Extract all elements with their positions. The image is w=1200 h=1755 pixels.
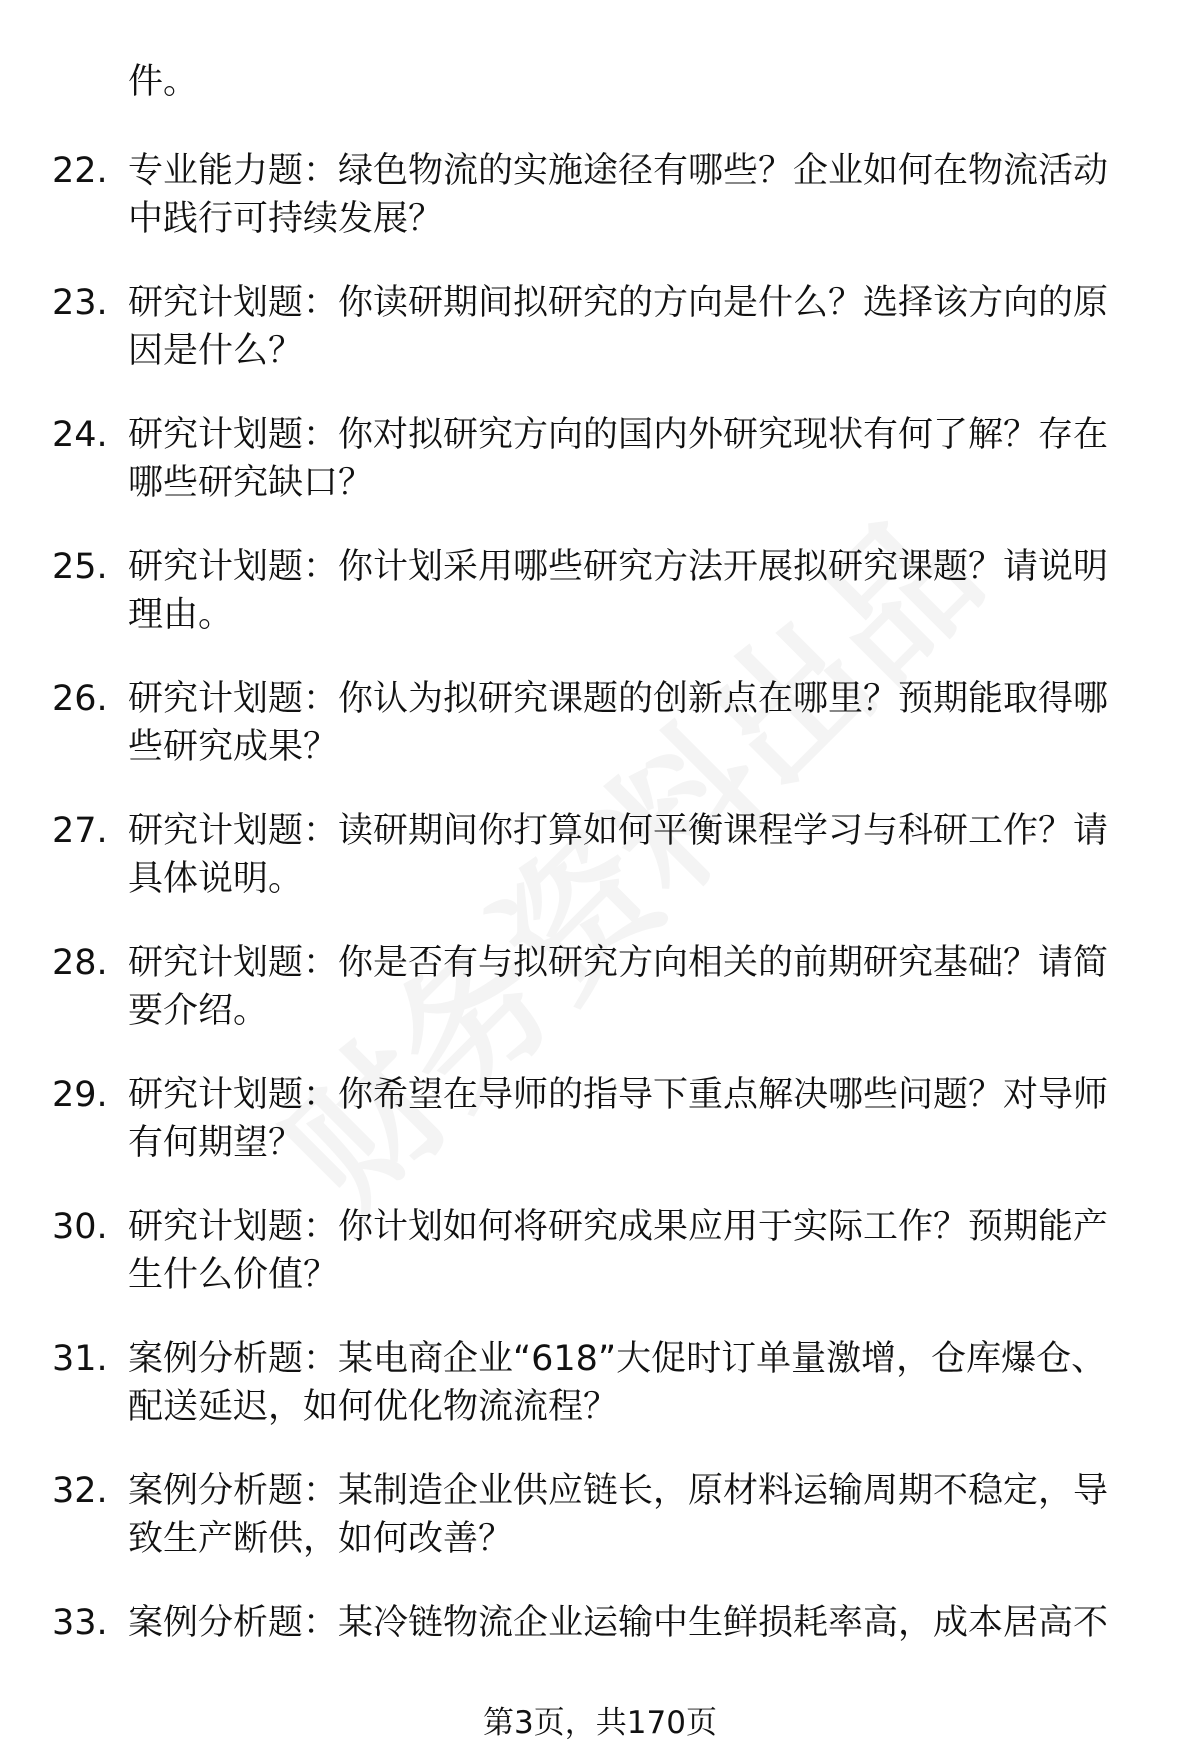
question-number: 33. [52,1603,108,1643]
question-item [0,675,1200,807]
question-item [0,1071,1200,1203]
question-item [0,279,1200,411]
question-number: 24. [52,415,108,455]
question-text: 研究计划题：你计划如何将研究成果应用于实际工作？预期能产生什么价值？ [128,1207,1109,1295]
question-number: 25. [52,547,108,587]
question-number: 29. [52,1075,108,1115]
question-text: 研究计划题：你对拟研究方向的国内外研究现状有何了解？存在哪些研究缺口？ [128,415,1109,503]
question-text: 案例分析题：某电商企业“618”大促时订单量激增，仓库爆仓、配送延迟，如何优化物流流程？ [128,1339,1107,1427]
question-number: 26. [52,679,108,719]
question-item [0,411,1200,543]
question-item [0,1335,1200,1467]
question-number: 28. [52,943,108,983]
question-list [0,147,1200,1731]
question-item [0,1467,1200,1599]
continuation-text: 件。 [128,62,199,102]
question-number: 31. [52,1339,108,1379]
question-item [0,1203,1200,1335]
question-number: 23. [52,283,108,323]
page-footer: 第3页，共170页 [483,1705,717,1741]
question-item [0,807,1200,939]
question-text: 研究计划题：你认为拟研究课题的创新点在哪里？预期能取得哪些研究成果？ [128,679,1109,767]
question-text: 研究计划题：你是否有与拟研究方向相关的前期研究基础？请简要介绍。 [128,943,1109,1031]
question-number: 32. [52,1471,108,1511]
question-text: 研究计划题：读研期间你打算如何平衡课程学习与科研工作？请具体说明。 [128,811,1109,899]
question-text: 研究计划题：你希望在导师的指导下重点解决哪些问题？对导师有何期望？ [128,1075,1109,1163]
question-item [0,147,1200,279]
question-item [0,543,1200,675]
question-text: 案例分析题：某制造企业供应链长，原材料运输周期不稳定，导致生产断供，如何改善？ [128,1471,1109,1559]
question-number: 30. [52,1207,108,1247]
question-number: 22. [52,151,108,191]
question-text: 研究计划题：你读研期间拟研究的方向是什么？选择该方向的原因是什么？ [128,283,1109,371]
question-text: 研究计划题：你计划采用哪些研究方法开展拟研究课题？请说明理由。 [128,547,1109,635]
question-item [0,939,1200,1071]
question-text: 案例分析题：某冷链物流企业运输中生鲜损耗率高，成本居高不 [128,1603,1109,1643]
question-text: 专业能力题：绿色物流的实施途径有哪些？企业如何在物流活动中践行可持续发展？ [128,151,1109,239]
question-number: 27. [52,811,108,851]
